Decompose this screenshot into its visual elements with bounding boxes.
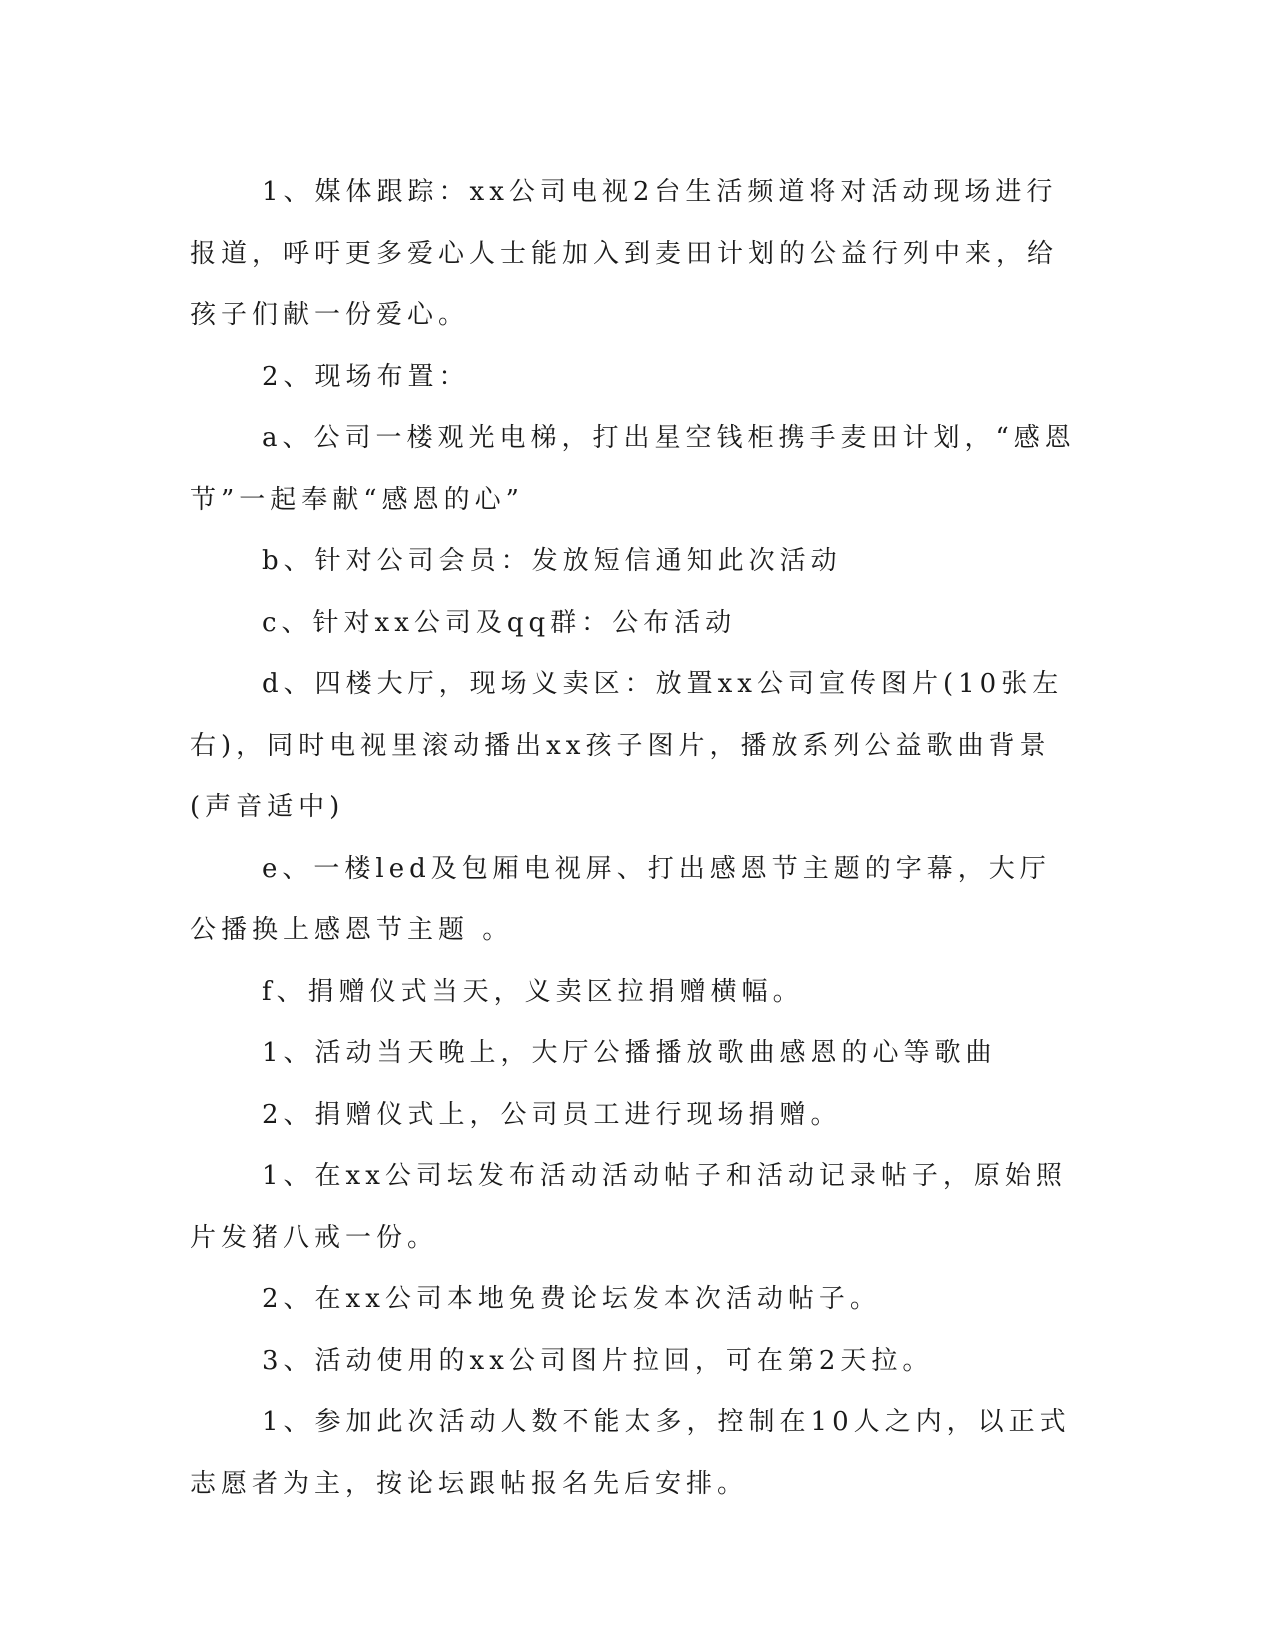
paragraph-site-layout: 2、现场布置： [262, 361, 470, 392]
paragraph-layout-b: b、针对公司会员：发放短信通知此次活动 [262, 546, 842, 576]
paragraph-layout-e: e、一楼led及包厢电视屏、打出感恩节主题的字幕，大厅公播换上感恩节主题 。 [190, 853, 1051, 945]
paragraph-layout-f: f、捐赠仪式当天，义卖区拉捐赠横幅。 [262, 976, 804, 1007]
paragraph-media-tracking: 1、媒体跟踪：xx公司电视2台生活频道将对活动现场进行报道，呼吁更多爱心人士能加入到麦田计划的公益行列中来，给孩子们献一份爱心。 [190, 177, 1059, 330]
paragraph-layout-a: a、公司一楼观光电梯，打出星空钱柜携手麦田计划，“感恩节”一起奉献“感恩的心” [190, 423, 1076, 515]
document-body [190, 162, 1080, 1515]
paragraph-local-forum: 2、在xx公司本地免费论坛发本次活动帖子。 [262, 1284, 881, 1314]
paragraph-participants: 1、参加此次活动人数不能太多，控制在10人之内，以正式志愿者为主，按论坛跟帖报名先后安排。 [190, 1407, 1071, 1499]
paragraph-staff-donation: 2、捐赠仪式上，公司员工进行现场捐赠。 [262, 1099, 842, 1130]
paragraph-layout-c: c、针对xx公司及qq群：公布活动 [262, 607, 737, 638]
paragraph-forum-post: 1、在xx公司坛发布活动活动帖子和活动记录帖子，原始照片发猪八戒一份。 [190, 1161, 1067, 1253]
paragraph-images-return: 3、活动使用的xx公司图片拉回，可在第2天拉。 [262, 1345, 934, 1376]
paragraph-evening-broadcast: 1、活动当天晚上，大厅公播播放歌曲感恩的心等歌曲 [262, 1038, 997, 1068]
paragraph-layout-d: d、四楼大厅，现场义卖区：放置xx公司宣传图片(10张左右)，同时电视里滚动播出xx孩子图片，播放系列公益歌曲背景(声音适中) [190, 669, 1064, 822]
